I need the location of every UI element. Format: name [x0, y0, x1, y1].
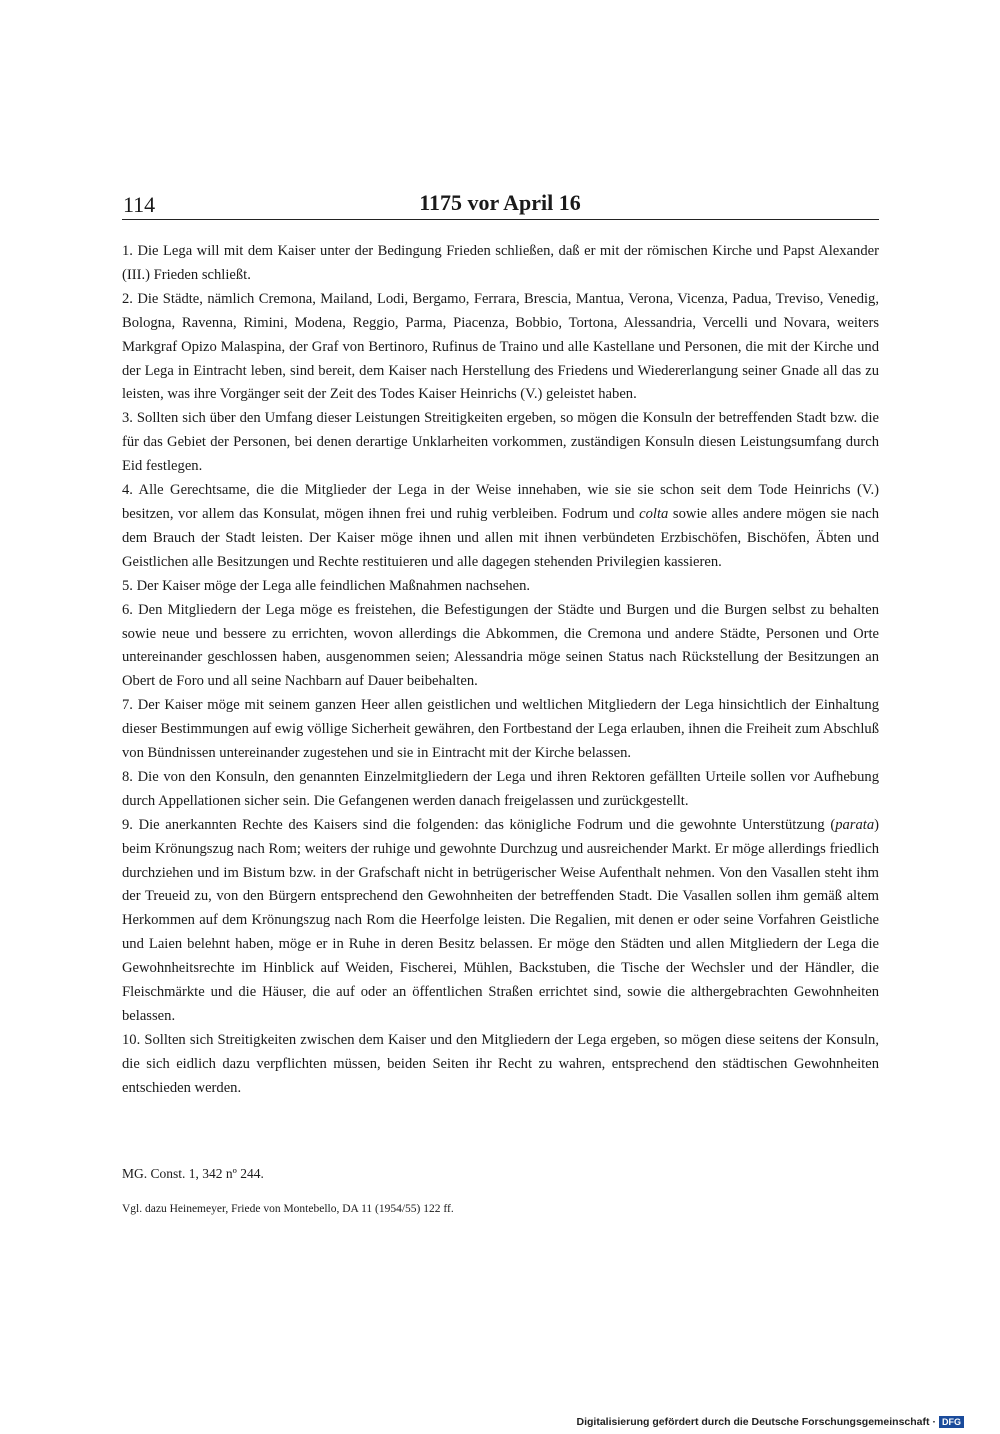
body-text: [122, 240, 879, 1101]
running-head: 1175 vor April 16: [419, 190, 581, 215]
header-rule: [122, 219, 879, 220]
paragraph-9: 9. Die anerkannten Rechte des Kaisers sind die folgenden: das königliche Fodrum und die gewohnte Unterstützung (parata) beim Krönungszug nach Rom; weiters der ruhige und gewohnte Durchzug und ausreichender Markt. Er möge allerdings friedlich durchziehen und im Bistum bzw. in der Grafschaft nicht in betrügerischer Weise Aufenthalt nehmen. Von den Vasallen steht ihm der Treueid zu, von den Bürgern entsprechend den Gewohnheiten der betreffenden Stadt. Die Vasallen sollen ihm gemäß altem Herkommen auf dem Krönungszug nach Rom die Heerfolge leisten. Die Regalien, mit denen er oder seine Vorfahren Geistliche und Laien belehnt haben, möge er in Ruhe in deren Besitz belassen. Er möge den Städten und allen Mitgliedern der Lega die Gewohnheitsrechte im Hinblick auf Weiden, Fischerei, Mühlen, Backstuben, die Tische der Wechsler und der Händler, die Fleischmärkte und die Häuser, die auf oder an öffentlichen Straßen errichtet sind, sowie die althergebrachten Gewohnheiten belassen.: [122, 816, 879, 1024]
paragraph-2: 2. Die Städte, nämlich Cremona, Mailand, Lodi, Bergamo, Ferrara, Brescia, Mantua, Verona, Vicenza, Padua, Treviso, Venedig, Bologna, Ravenna, Rimini, Modena, Reggio, Parma, Piacenza, Bobbio, Tortona, Alessandria, Vercelli und Novara, weiters Markgraf Opizo Malaspina, der Graf von Bertinoro, Rufinus de Traino und alle Kastellane und Personen, die mit der Kirche und der Lega in Eintracht leben, sind bereit, dem Kaiser nach Herstellung des Friedens und Wiedererlangung seiner Gnade all das zu leisten, was ihre Vorgänger seit der Zeit des Todes Kaiser Heinrichs (V.) geleistet haben.: [122, 290, 879, 403]
page-number: 114: [123, 192, 156, 217]
paragraph-1: 1. Die Lega will mit dem Kaiser unter der Bedingung Frieden schließen, daß er mit der römischen Kirche und Papst Alexander (III.) Frieden schließt.: [122, 243, 879, 283]
dfg-logo-icon: DFG: [939, 1416, 964, 1428]
paragraph-6: 6. Den Mitgliedern der Lega möge es freistehen, die Befestigungen der Städte und Burgen und die Burgen selbst zu behalten sowie neue und bessere zu errichten, wovon allerdings die Abkommen, die Cremona und andere Städte, Personen und Orte untereinander geschlossen haben, ausgenommen seien; Alessandria möge seinen Status nach Rückstellung der Besitzungen an Obert de Foro und all seine Nachbarn auf Dauer beibehalten.: [122, 601, 879, 690]
paragraph-5: 5. Der Kaiser möge der Lega alle feindlichen Maßnahmen nachsehen.: [122, 577, 531, 594]
reference-note: Vgl. dazu Heinemeyer, Friede von Montebello, DA 11 (1954/55) 122 ff.: [122, 1203, 454, 1215]
credit-text: Digitalisierung gefördert durch die Deutsche Forschungsgemeinschaft: [576, 1416, 930, 1428]
footer-credit: Digitalisierung gefördert durch die Deutsche Forschungsgemeinschaft · DFG: [577, 1416, 964, 1428]
italic-term: parata: [835, 816, 875, 833]
paragraph-3: 3. Sollten sich über den Umfang dieser Leistungen Streitigkeiten ergeben, so mögen die Konsuln der betreffenden Stadt bzw. die für das Gebiet der Personen, bei denen derartige Unklarheiten vorkommen, zuständigen Konsuln diesen Leistungsumfang durch Eid festlegen.: [122, 410, 879, 475]
italic-term: colta: [639, 505, 669, 522]
paragraph-4: 4. Alle Gerechtsame, die die Mitglieder der Lega in der Weise innehaben, wie sie sie schon seit dem Tode Heinrichs (V.) besitzen, vor allem das Konsulat, mögen ihnen frei und ruhig verbleiben. Fodrum und colta sowie alles andere mögen sie nach dem Brauch der Stadt leisten. Der Kaiser möge ihnen und allen mit ihnen verbündeten Erzbischöfen, Bischöfen, Äbten und Geistlichen alle Besitzungen und Rechte restituieren und alle dagegen stehenden Privilegien kassieren.: [122, 482, 880, 570]
source-citation: MG. Const. 1, 342 nº 244.: [122, 1166, 264, 1181]
paragraph-8: 8. Die von den Konsuln, den genannten Einzelmitgliedern der Lega und ihren Rektoren gefällten Urteile sollen vor Aufhebung durch Appellationen sicher sein. Die Gefangenen werden danach freigelassen und zurückgestellt.: [122, 768, 879, 809]
paragraph-10: 10. Sollten sich Streitigkeiten zwischen dem Kaiser und den Mitgliedern der Lega ergeben, so mögen diese seitens der Konsuln, die sich eidlich dazu verpflichten müssen, beiden Seiten ihr Recht zu wahren, entsprechend den städtischen Gewohnheiten entschieden werden.: [122, 1031, 879, 1096]
paragraph-7: 7. Der Kaiser möge mit seinem ganzen Heer allen geistlichen und weltlichen Mitgliedern der Lega hinsichtlich der Einhaltung dieser Bestimmungen auf ewig völlige Sicherheit gewähren, den Fortbestand der Lega erlauben, ihnen die Freiheit zum Abschluß von Bündnissen untereinander zugestehen und sie in Eintracht mit der Kirche belassen.: [122, 697, 879, 762]
